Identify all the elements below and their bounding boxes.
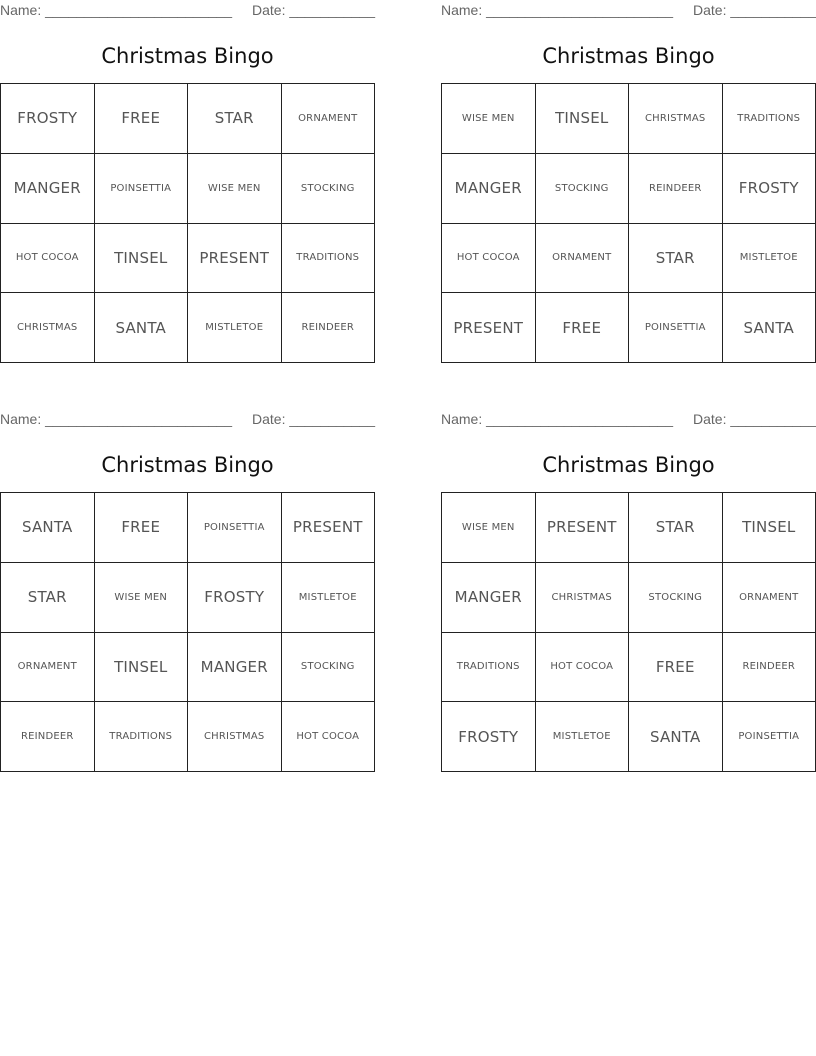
bingo-card-3	[0, 409, 375, 774]
card-header	[0, 2, 375, 20]
bingo-cell[interactable]: SANTA	[95, 293, 189, 363]
bingo-cell[interactable]: HOT COCOA	[1, 224, 95, 294]
date-field[interactable]: Date: ___________	[693, 2, 816, 18]
bingo-cell[interactable]: CHRISTMAS	[629, 84, 723, 154]
bingo-cell[interactable]: STOCKING	[629, 563, 723, 633]
bingo-cell[interactable]: CHRISTMAS	[1, 293, 95, 363]
bingo-cell[interactable]: TRADITIONS	[442, 633, 536, 703]
bingo-cell[interactable]: MANGER	[1, 154, 95, 224]
card-header	[441, 2, 816, 20]
bingo-cell[interactable]: HOT COCOA	[442, 224, 536, 294]
bingo-cell[interactable]: STAR	[1, 563, 95, 633]
bingo-cell[interactable]: REINDEER	[629, 154, 723, 224]
bingo-cell[interactable]: SANTA	[723, 293, 816, 363]
card-header	[441, 411, 816, 429]
bingo-cell[interactable]: REINDEER	[723, 633, 816, 703]
bingo-cell[interactable]: TRADITIONS	[723, 84, 816, 154]
bingo-cell[interactable]: TINSEL	[95, 633, 189, 703]
bingo-grid	[441, 492, 816, 772]
bingo-cell[interactable]: FROSTY	[442, 702, 536, 772]
bingo-cell[interactable]: MANGER	[188, 633, 282, 703]
bingo-cell[interactable]: WISE MEN	[442, 493, 536, 563]
bingo-cell[interactable]: STOCKING	[536, 154, 630, 224]
bingo-cell[interactable]: MISTLETOE	[188, 293, 282, 363]
bingo-cell[interactable]: MISTLETOE	[723, 224, 816, 294]
card-title: Christmas Bingo	[101, 453, 274, 477]
bingo-cell[interactable]: MISTLETOE	[536, 702, 630, 772]
bingo-cell[interactable]: TRADITIONS	[95, 702, 189, 772]
bingo-cell[interactable]: ORNAMENT	[723, 563, 816, 633]
bingo-cell[interactable]: FREE	[95, 84, 189, 154]
bingo-cell[interactable]: MANGER	[442, 563, 536, 633]
bingo-cell[interactable]: POINSETTIA	[629, 293, 723, 363]
bingo-cell[interactable]: STAR	[629, 493, 723, 563]
card-title: Christmas Bingo	[101, 44, 274, 68]
bingo-cell[interactable]: FROSTY	[1, 84, 95, 154]
bingo-cell[interactable]: WISE MEN	[95, 563, 189, 633]
bingo-cell[interactable]: STOCKING	[282, 633, 376, 703]
name-field[interactable]: Name: ________________________	[0, 411, 232, 427]
date-field[interactable]: Date: ___________	[252, 2, 375, 18]
name-field[interactable]: Name: ________________________	[0, 2, 232, 18]
card-title: Christmas Bingo	[542, 44, 715, 68]
card-header	[0, 411, 375, 429]
bingo-cell[interactable]: FROSTY	[723, 154, 816, 224]
bingo-cell[interactable]: FREE	[95, 493, 189, 563]
bingo-cell[interactable]: HOT COCOA	[282, 702, 376, 772]
bingo-cell[interactable]: ORNAMENT	[1, 633, 95, 703]
name-field[interactable]: Name: ________________________	[441, 2, 673, 18]
bingo-cell[interactable]: FREE	[629, 633, 723, 703]
bingo-cell[interactable]: TRADITIONS	[282, 224, 376, 294]
bingo-cell[interactable]: PRESENT	[442, 293, 536, 363]
bingo-cell[interactable]: CHRISTMAS	[188, 702, 282, 772]
date-field[interactable]: Date: ___________	[693, 411, 816, 427]
bingo-cell[interactable]: PRESENT	[536, 493, 630, 563]
bingo-card-2	[441, 0, 816, 365]
bingo-cell[interactable]: POINSETTIA	[95, 154, 189, 224]
bingo-cell[interactable]: STAR	[188, 84, 282, 154]
bingo-grid	[0, 492, 375, 772]
bingo-cell[interactable]: MISTLETOE	[282, 563, 376, 633]
bingo-cell[interactable]: ORNAMENT	[282, 84, 376, 154]
bingo-cell[interactable]: ORNAMENT	[536, 224, 630, 294]
name-field[interactable]: Name: ________________________	[441, 411, 673, 427]
bingo-card-4	[441, 409, 816, 774]
bingo-card-1	[0, 0, 375, 365]
bingo-cell[interactable]: FROSTY	[188, 563, 282, 633]
bingo-cell[interactable]: TINSEL	[536, 84, 630, 154]
bingo-cell[interactable]: HOT COCOA	[536, 633, 630, 703]
bingo-cell[interactable]: CHRISTMAS	[536, 563, 630, 633]
bingo-cell[interactable]: PRESENT	[188, 224, 282, 294]
bingo-cell[interactable]: POINSETTIA	[188, 493, 282, 563]
bingo-cell[interactable]: FREE	[536, 293, 630, 363]
bingo-cell[interactable]: POINSETTIA	[723, 702, 816, 772]
date-field[interactable]: Date: ___________	[252, 411, 375, 427]
bingo-cell[interactable]: REINDEER	[282, 293, 376, 363]
bingo-cell[interactable]: PRESENT	[282, 493, 376, 563]
card-title: Christmas Bingo	[542, 453, 715, 477]
bingo-cell[interactable]: TINSEL	[95, 224, 189, 294]
bingo-cell[interactable]: STOCKING	[282, 154, 376, 224]
bingo-cell[interactable]: SANTA	[1, 493, 95, 563]
bingo-cell[interactable]: MANGER	[442, 154, 536, 224]
bingo-cell[interactable]: WISE MEN	[442, 84, 536, 154]
bingo-grid	[0, 83, 375, 363]
bingo-cell[interactable]: SANTA	[629, 702, 723, 772]
bingo-cell[interactable]: REINDEER	[1, 702, 95, 772]
bingo-cell[interactable]: TINSEL	[723, 493, 816, 563]
bingo-cell[interactable]: WISE MEN	[188, 154, 282, 224]
bingo-cell[interactable]: STAR	[629, 224, 723, 294]
bingo-grid	[441, 83, 816, 363]
